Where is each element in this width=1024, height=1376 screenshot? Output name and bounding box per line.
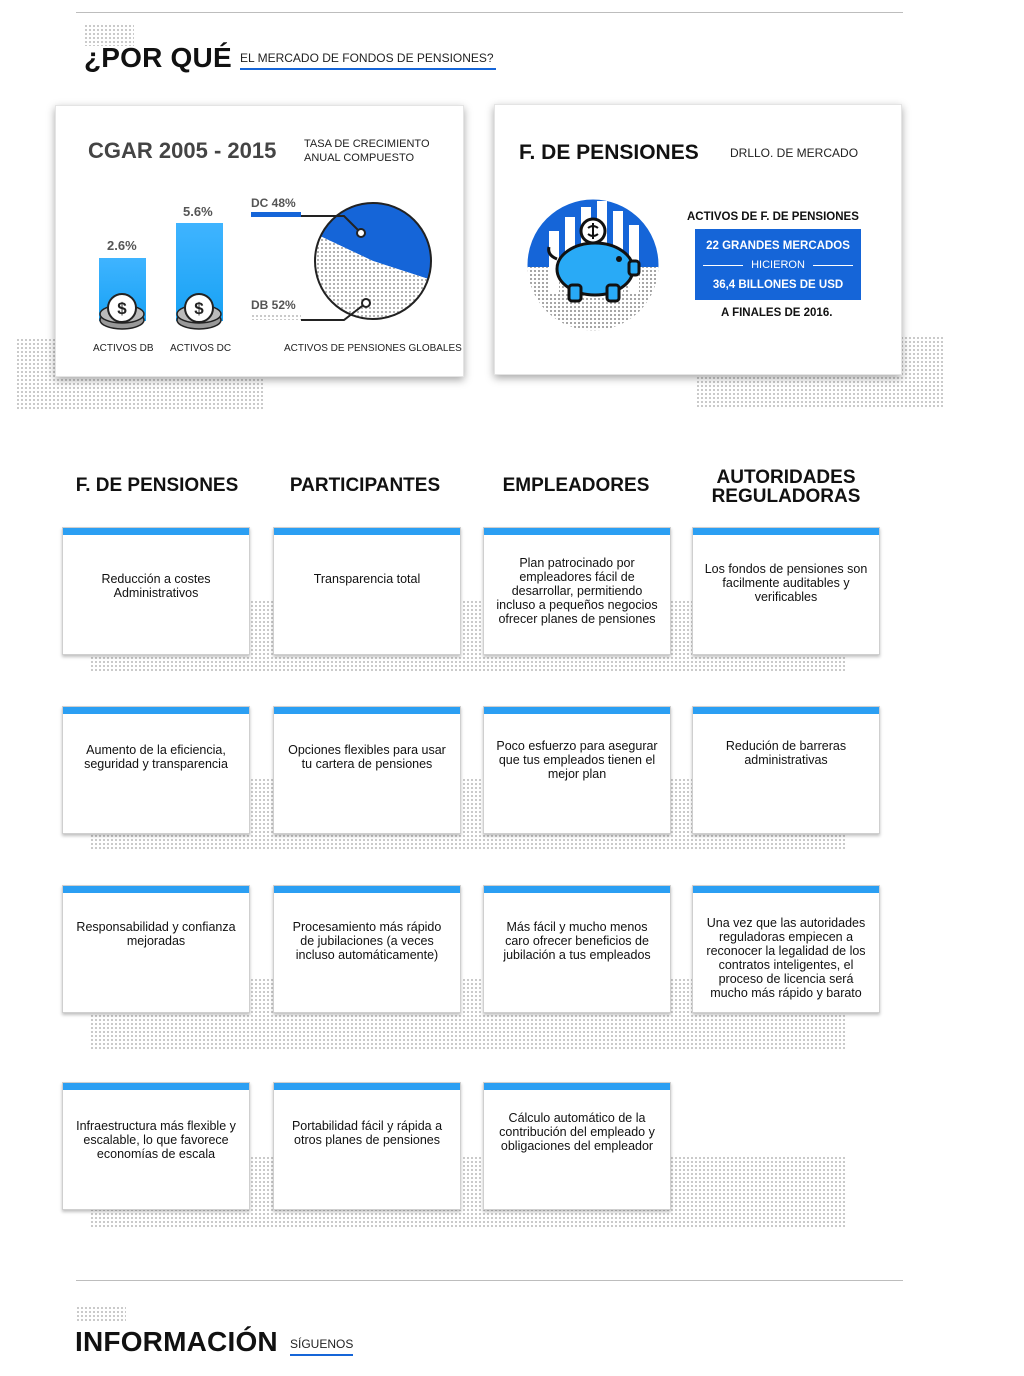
tile-text: Cálculo automático de la contribución del empleado y obligaciones del empleador [499, 1111, 655, 1153]
coin-dc-symbol: $ [194, 299, 204, 318]
db-legend-label: DB 52% [251, 298, 296, 312]
column-head-pension-funds: F. DE PENSIONES [75, 475, 239, 496]
dc-leader-dot [357, 229, 365, 237]
coin-db-icon [98, 292, 146, 332]
dc-legend-label: DC 48% [251, 196, 296, 210]
tile-accent-bar [63, 1083, 249, 1090]
coin-dc-icon [175, 292, 223, 332]
cgar-desc-line2: ANUAL COMPUESTO [304, 152, 415, 164]
tile-text: Reducción a costes Administrativos [101, 572, 211, 600]
cgar-title: CGAR 2005 - 2015 [88, 138, 277, 163]
benefit-tile [273, 885, 461, 1013]
assets-line3: 36,4 BILLONES DE USD [712, 279, 844, 291]
assets-title: ACTIVOS DE F. DE PENSIONES [687, 211, 859, 223]
assets-highlight-box [695, 229, 861, 300]
tile-text: Infraestructura más flexible y escalable, lo que favorece economías de escala [76, 1119, 236, 1161]
tile-accent-bar [63, 707, 249, 714]
assets-line1: 22 GRANDES MERCADOS [706, 240, 850, 252]
db-leader-dot [362, 299, 370, 307]
assets-footer: A FINALES DE 2016. [721, 307, 833, 319]
coin-db-symbol: $ [117, 299, 127, 318]
top-divider [76, 12, 903, 13]
tile-accent-bar [693, 528, 879, 535]
tile-text: Redución de barreras administrativas [725, 739, 847, 767]
tile-text: Poco esfuerzo para asegurar que tus empleados tienen el mejor plan [496, 739, 658, 781]
column-head-employers: EMPLEADORES [502, 475, 650, 496]
tile-text: Portabilidad fácil y rápida a otros planes de pensiones [291, 1119, 443, 1147]
pension-card-title: F. DE PENSIONES [519, 141, 699, 164]
assets-line2: HICIERON [751, 259, 805, 271]
benefit-tile [692, 885, 880, 1013]
footer-dot-patch [76, 1306, 126, 1322]
benefit-tile [483, 706, 671, 834]
benefit-tile [62, 1082, 250, 1210]
pension-assets-pie [236, 186, 436, 336]
tile-accent-bar [484, 707, 670, 714]
benefit-tile [483, 1082, 671, 1210]
column-head-participants: PARTICIPANTES [289, 475, 441, 496]
pie-label: ACTIVOS DE PENSIONES GLOBALES [284, 343, 462, 354]
piggy-bank-icon [525, 197, 661, 333]
cgar-desc-line1: TASA DE CRECIMIENTO [304, 138, 430, 150]
tile-text: Procesamiento más rápido de jubilaciones (a veces incluso automáticamente) [292, 920, 442, 962]
benefit-tile [62, 885, 250, 1013]
tile-accent-bar [274, 707, 460, 714]
bar-db-label: ACTIVOS DB [93, 343, 154, 354]
bar-dc-value: 5.6% [183, 204, 213, 219]
benefit-tile [62, 527, 250, 655]
bar-db-value: 2.6% [107, 238, 137, 253]
benefit-tile [692, 706, 880, 834]
tile-text: Transparencia total [313, 572, 421, 586]
cgar-card [55, 105, 464, 377]
benefit-tile [483, 885, 671, 1013]
tile-accent-bar [274, 528, 460, 535]
follow-us-link[interactable]: SÍGUENOS [290, 1337, 353, 1356]
assets-divider-right [813, 265, 853, 266]
tile-text: Los fondos de pensiones son facilmente auditables y verificables [704, 562, 868, 604]
column-head-regulators: AUTORIDADES REGULADORAS [711, 467, 861, 507]
tile-text: Responsabilidad y confianza mejoradas [76, 920, 236, 948]
benefit-tile [273, 1082, 461, 1210]
bar-dc-label: ACTIVOS DC [170, 343, 232, 354]
page-subtitle: EL MERCADO DE FONDOS DE PENSIONES? [240, 51, 496, 70]
tile-accent-bar [484, 886, 670, 893]
tile-text: Plan patrocinado por empleadores fácil de desarrollar, permitiendo incluso a pequeños negocios ofrecer planes de pensiones [496, 556, 658, 626]
benefit-tile [483, 527, 671, 655]
benefit-tile [273, 527, 461, 655]
tile-accent-bar [484, 528, 670, 535]
tile-text: Más fácil y mucho menos caro ofrecer beneficios de jubilación a tus empleados [503, 920, 651, 962]
tile-accent-bar [484, 1083, 670, 1090]
pension-card-desc: DRLLO. DE MERCADO [730, 146, 859, 160]
tile-accent-bar [274, 1083, 460, 1090]
footer-title: INFORMACIÓN [75, 1326, 278, 1357]
tile-text: Una vez que las autoridades reguladoras empiecen a reconocer la legalidad de los contratos inteligentes, el proceso de licencia será mucho más rápido y barato [706, 916, 866, 1000]
tile-accent-bar [63, 886, 249, 893]
page-title: ¿POR QUÉ [84, 42, 232, 73]
tile-text: Aumento de la eficiencia, seguridad y transparencia [84, 743, 228, 771]
bottom-divider [76, 1280, 903, 1281]
benefit-tile [62, 706, 250, 834]
tile-accent-bar [63, 528, 249, 535]
tile-text: Opciones flexibles para usar tu cartera de pensiones [288, 743, 446, 771]
tile-accent-bar [693, 886, 879, 893]
pension-market-card [494, 104, 902, 375]
benefit-tile [273, 706, 461, 834]
benefit-tile [692, 527, 880, 655]
tile-accent-bar [274, 886, 460, 893]
tile-accent-bar [693, 707, 879, 714]
